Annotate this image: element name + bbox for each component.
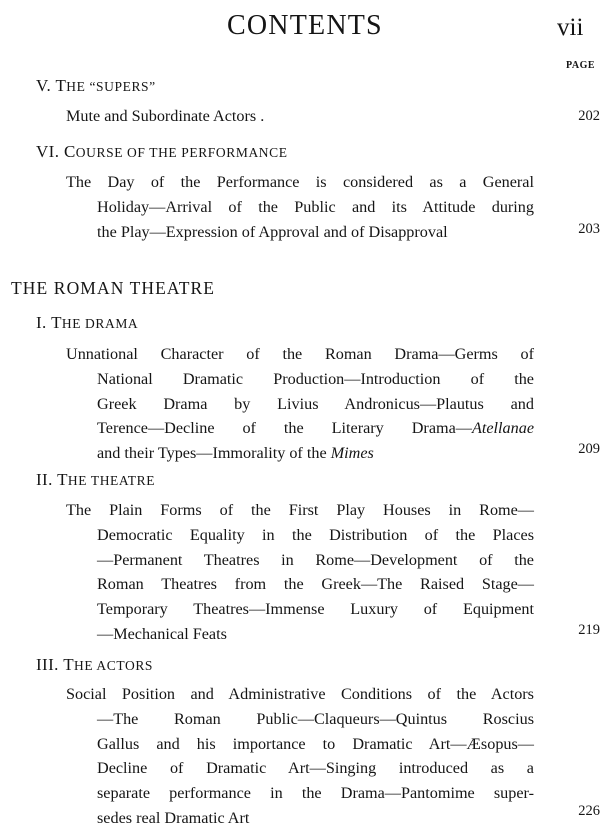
summary-line: Mute and Subordinate Actors .	[66, 107, 265, 125]
summary-line: Gallus and his importance to Dramatic Art—Æsopus—	[97, 734, 534, 753]
section-heading-actors	[36, 655, 153, 675]
section-title-cap: T	[63, 655, 74, 674]
section-heading-drama	[36, 313, 138, 333]
section-number: II.	[36, 470, 53, 489]
italic-term: Atellanae	[471, 419, 534, 438]
part-heading: THE ROMAN THEATRE	[11, 278, 216, 298]
section-title-cap: T	[55, 76, 67, 95]
section-number: V.	[36, 76, 52, 95]
summary-line: Greek Drama by Livius Andronicus—Plautus and	[97, 394, 534, 413]
summary-performance	[66, 170, 534, 244]
section-heading-theatre	[36, 470, 155, 490]
section-number: III.	[36, 655, 59, 674]
summary-theatre	[66, 498, 534, 647]
summary-text: and their Types—Immorality of the	[97, 444, 331, 463]
summary-line	[66, 441, 534, 466]
section-title: HE “SUPERS”	[66, 79, 156, 94]
summary-line: The Day of the Performance is considered as a General	[66, 173, 534, 191]
summary-line: Holiday—Arrival of the Public and its Attitude during	[97, 197, 534, 216]
summary-supers	[66, 104, 506, 129]
summary-line: the Play—Expression of Approval and of Disapproval	[97, 222, 448, 241]
page-folio: vii	[557, 14, 584, 41]
page-column-label: PAGE	[566, 60, 596, 71]
summary-drama	[66, 342, 534, 466]
section-title-cap: C	[64, 142, 76, 161]
summary-line: Unnational Character of the Roman Drama—Germs of	[66, 345, 534, 363]
summary-line: separate performance in the Drama—Pantomime super-	[97, 784, 534, 803]
section-title: OURSE OF THE PERFORMANCE	[75, 145, 288, 160]
section-heading-performance	[36, 142, 288, 162]
section-title: HE ACTORS	[73, 658, 154, 673]
summary-line: Democratic Equality in the Distribution of the Places	[97, 525, 534, 544]
summary-line: Decline of Dramatic Art—Singing introduced as a	[97, 759, 534, 778]
page-number: 219	[578, 622, 600, 638]
summary-line: —Permanent Theatres in Rome—Development of the	[97, 550, 534, 569]
summary-text: Terence—Decline of the Literary Drama—	[97, 419, 472, 438]
summary-line: —Mechanical Feats	[97, 624, 227, 643]
summary-line: Temporary Theatres—Immense Luxury of Equipment	[97, 600, 534, 619]
section-title-cap: T	[57, 470, 68, 489]
page-number: 203	[578, 221, 600, 237]
page-number: 202	[578, 108, 600, 124]
summary-actors	[66, 682, 534, 831]
section-title: HE DRAMA	[61, 316, 139, 331]
summary-line: National Dramatic Production—Introduction of the	[97, 369, 534, 388]
section-number: VI.	[36, 142, 60, 161]
summary-line: Roman Theatres from the Greek—The Raised Stage—	[97, 575, 534, 594]
summary-line: The Plain Forms of the First Play Houses in Rome—	[66, 501, 534, 519]
summary-line: Social Position and Administrative Conditions of the Actors	[66, 685, 534, 703]
summary-line	[66, 416, 534, 441]
section-heading-supers	[36, 76, 156, 96]
section-title: HE THEATRE	[67, 473, 156, 488]
page-title: CONTENTS	[227, 10, 383, 41]
section-number: I.	[36, 313, 47, 332]
italic-term: Mimes	[330, 444, 374, 463]
summary-line: sedes real Dramatic Art	[97, 808, 250, 827]
summary-line: —The Roman Public—Claqueurs—Quintus Roscius	[97, 709, 534, 728]
section-title-cap: T	[51, 313, 62, 332]
page-number: 209	[578, 441, 600, 457]
page-number: 226	[578, 803, 600, 819]
